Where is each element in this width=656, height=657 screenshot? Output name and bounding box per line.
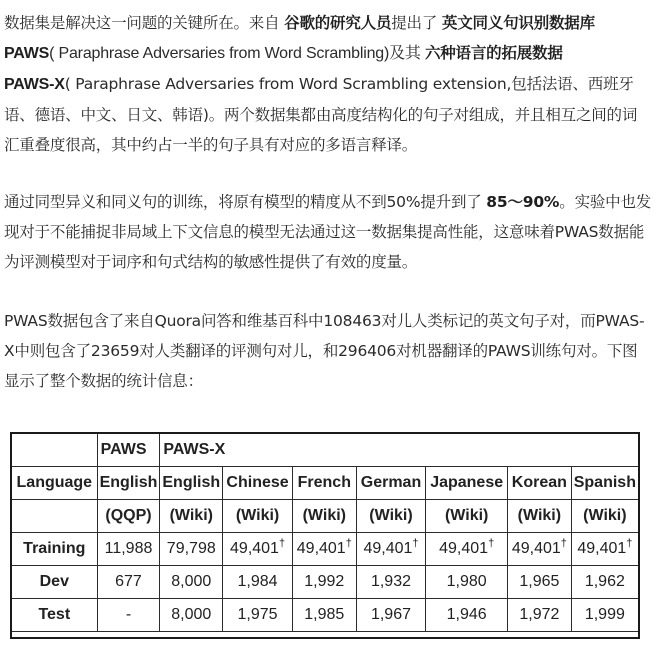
header-lang: German: [356, 467, 426, 500]
text-segment: 提出了: [391, 14, 442, 32]
table-cell: [97, 533, 160, 566]
header-lang: Japanese: [426, 467, 508, 500]
table-cell: 1,992: [292, 566, 356, 599]
dataset-statistics-table: [11, 433, 639, 632]
table-cell: 1,932: [356, 566, 426, 599]
table-cell: 8,000: [160, 599, 223, 632]
cell-value: 49,401: [439, 540, 489, 557]
header-source: (Wiki): [426, 500, 508, 533]
dagger-mark: †: [488, 537, 495, 550]
dagger-mark: †: [560, 537, 567, 550]
table-cell: [292, 533, 356, 566]
table-cell: [571, 533, 638, 566]
header-lang: Korean: [508, 467, 572, 500]
table-cell: 1,975: [223, 599, 293, 632]
bold-text: 英文同义句识别数据库: [441, 14, 595, 32]
header-source: (Wiki): [292, 500, 356, 533]
row-label: Dev: [12, 566, 98, 599]
text-segment: 。实验中也发现对于不能捕捉非局域上下文信息的模型无法通过这一数据集提高性能，这意味着PWAS数据能为评测模型对于词序和句式结构的敏感性提供了有效的度量。: [4, 193, 652, 271]
bold-text: 六种语言的拓展数据: [424, 44, 563, 62]
header-source: (Wiki): [223, 500, 293, 533]
table-cell: 1,985: [292, 599, 356, 632]
text-segment: ( Paraphrase Adversaries from Word Scrambling extension,包括法语、西班牙语、德语、中文、日文、韩语)。两个数据集都由高度结构化的句子对组成，并且相互之间的词汇重叠度很高，其中约占一半的句子具有对应的多语言释译。: [4, 75, 638, 154]
table-row-training: [12, 533, 639, 566]
table-cell: [426, 533, 508, 566]
table-cell-empty: [12, 500, 98, 533]
header-source: (Wiki): [356, 500, 426, 533]
cell-value: 79,798: [166, 540, 216, 557]
cell-value: 49,401: [577, 540, 627, 557]
table-cell: [223, 533, 293, 566]
row-label: Training: [12, 533, 98, 566]
cell-value: 49,401: [296, 540, 346, 557]
header-source: (QQP): [97, 500, 160, 533]
header-lang: French: [292, 467, 356, 500]
dagger-mark: †: [626, 537, 633, 550]
paragraph-results: [4, 187, 652, 277]
group-header-paws-x: PAWS-X: [160, 434, 639, 467]
paragraph-data-summary: [4, 306, 652, 396]
group-header-paws: PAWS: [97, 434, 160, 467]
cell-value: 49,401: [511, 540, 561, 557]
cell-value: 11,988: [104, 540, 153, 557]
cell-value: 49,401: [363, 540, 413, 557]
table-cell: 1,962: [571, 566, 638, 599]
table-source-row: [12, 500, 639, 533]
table-row-dev: [12, 566, 639, 599]
table-cell: [160, 533, 223, 566]
table-cell: 1,972: [508, 599, 572, 632]
table-cell: 1,984: [223, 566, 293, 599]
table-cell: [356, 533, 426, 566]
dagger-mark: †: [345, 537, 352, 550]
table-language-row: [12, 467, 639, 500]
table-cell: 1,965: [508, 566, 572, 599]
table-group-row: [12, 434, 639, 467]
dagger-mark: †: [278, 537, 286, 550]
table-cell: 677: [97, 566, 160, 599]
table-cell: [508, 533, 572, 566]
bold-text: 85～90%: [486, 193, 560, 211]
header-source: (Wiki): [571, 500, 638, 533]
bold-text: 谷歌的研究人员: [284, 14, 392, 32]
table-cell: 1,946: [426, 599, 508, 632]
header-lang: Chinese: [223, 467, 293, 500]
table-cell-empty: [12, 434, 98, 467]
table-row-test: [12, 599, 639, 632]
bold-text: PAWS-X: [4, 76, 65, 93]
text-segment: 数据集是解决这一问题的关键所在。来自: [4, 14, 285, 32]
header-lang: Spanish: [571, 467, 638, 500]
table-cell: 1,999: [571, 599, 638, 632]
text-segment: PWAS数据包含了来自Quora问答和维基百科中108463对儿人类标记的英文句子对，而PWAS-X中则包含了23659对人类翻译的评测句对儿，和296406对机器翻译的PAWS训练句对。下图显示了整个数据的统计信息：: [4, 312, 645, 390]
table-cell: 1,967: [356, 599, 426, 632]
cell-value: 49,401: [230, 540, 279, 557]
table-cell: -: [97, 599, 160, 632]
header-language: Language: [12, 467, 98, 500]
text-segment: 通过同型异义和同义句的训练，将原有模型的精度从不到50%提升到了: [4, 193, 487, 211]
table-cell: 8,000: [160, 566, 223, 599]
table-cell: 1,980: [426, 566, 508, 599]
row-label: Test: [12, 599, 98, 632]
text-segment: ( Paraphrase Adversaries from Word Scrambling)及其: [49, 45, 425, 62]
header-lang: English: [97, 467, 160, 500]
header-source: (Wiki): [160, 500, 223, 533]
bold-text: PAWS: [4, 45, 50, 62]
paragraph-intro: [4, 8, 652, 160]
dagger-mark: †: [412, 537, 419, 550]
header-lang: English: [160, 467, 223, 500]
header-source: (Wiki): [508, 500, 572, 533]
